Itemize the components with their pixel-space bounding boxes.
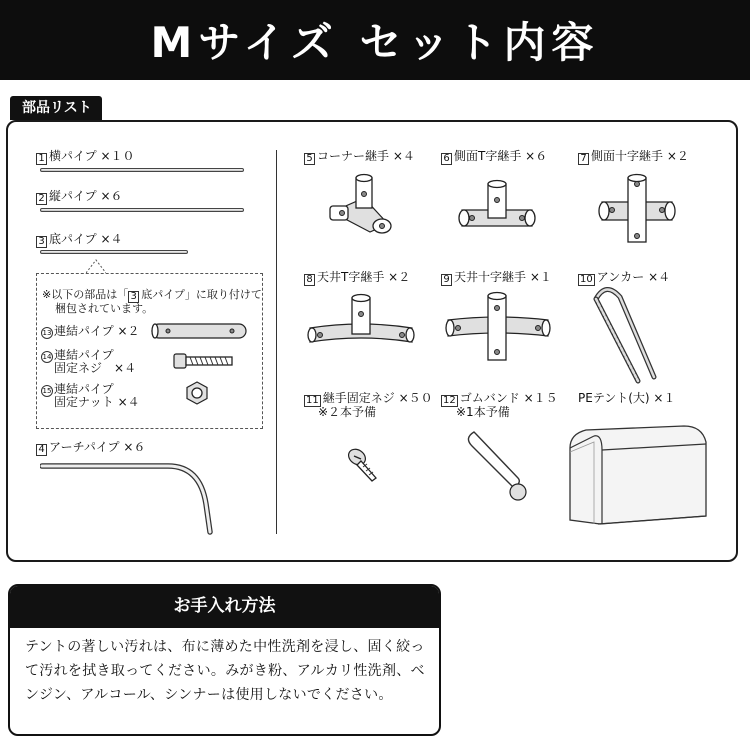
- bottom-pipe-image: [40, 250, 188, 254]
- care-title: お手入れ方法: [10, 586, 439, 628]
- callout-notch-icon: [86, 258, 106, 274]
- part-label-7: 7 側面十字継手 ×２: [578, 149, 689, 165]
- parts-list-tab: 部品リスト: [10, 96, 102, 120]
- care-instructions-box: [8, 584, 441, 736]
- part-label-15: 15 連結パイプ: [42, 382, 114, 396]
- part-label-13: 13 連結パイプ ×２: [42, 324, 140, 338]
- part-label-2: 2 縦パイプ ×６: [36, 189, 123, 205]
- ceiling-cross-joint-image: [444, 290, 552, 370]
- part-label-15-line2: 固定ナット ×４: [54, 395, 140, 409]
- connecting-nut-image: [184, 380, 210, 406]
- pe-tent-image: [566, 420, 716, 532]
- ceiling-t-joint-image: [306, 290, 416, 356]
- part-label-14: 14 連結パイプ: [42, 348, 114, 362]
- part-label-12: 12 ゴムバンド ×１５: [443, 391, 558, 406]
- part-label-1: 1 横パイプ ×１０: [36, 149, 135, 165]
- part-label-9: 9 天井十字継手 ×１: [441, 270, 552, 286]
- part-label-3: 3 底パイプ ×４: [36, 232, 123, 248]
- horizontal-pipe-image: [40, 168, 244, 172]
- part-label-14-line2: 固定ネジ ×４: [54, 361, 137, 375]
- part-label-tent: PEテント(大) ×１: [578, 391, 676, 405]
- side-cross-joint-image: [596, 172, 678, 248]
- corner-joint-image: [326, 172, 402, 238]
- connecting-pipe-image: [148, 320, 250, 342]
- sub-parts-note-line2: 梱包されています。: [55, 302, 154, 315]
- column-divider: [276, 150, 277, 534]
- care-body-text: テントの著しい汚れは、布に薄めた中性洗剤を浸し、固く絞って汚れを拭き取ってください。みがき粉、アルカリ性洗剤、ベンジン、アルコール、シンナーは使用しないでください。: [25, 639, 425, 703]
- part-label-5: 5 コーナー継手 ×４: [304, 149, 415, 165]
- arch-pipe-image: [40, 460, 215, 536]
- vertical-pipe-image: [40, 208, 244, 212]
- anchor-image: [590, 285, 666, 387]
- joint-screw-image: [346, 446, 382, 484]
- side-t-joint-image: [456, 178, 538, 240]
- sub-parts-note: ※以下の部品は「 3 底パイプ」に取り付けて: [42, 288, 262, 302]
- part-label-8: 8 天井T字継手 ×２: [304, 270, 410, 286]
- part-label-10: 10 アンカー ×４: [580, 270, 671, 285]
- part-label-6: 6 側面T字継手 ×６: [441, 149, 547, 165]
- connecting-screw-image: [172, 352, 236, 370]
- page-title: Mサイズ セット内容: [0, 0, 750, 80]
- part-label-4: 4 アーチパイプ ×６: [36, 440, 145, 456]
- rubber-band-image: [462, 428, 536, 506]
- part-label-11: 11 継手固定ネジ ×５０: [306, 391, 433, 406]
- part-note-11: ※２本予備: [318, 405, 377, 419]
- part-note-12: ※1本予備: [456, 405, 510, 419]
